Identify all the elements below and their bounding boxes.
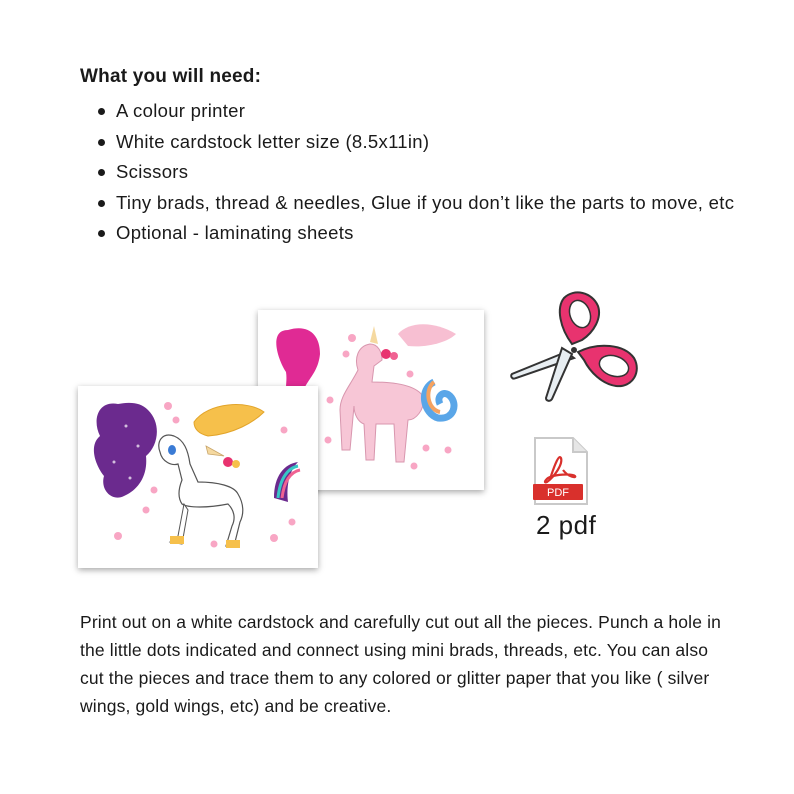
materials-heading: What you will need: — [80, 66, 262, 87]
white-unicorn-illustration — [78, 386, 318, 568]
list-item: Optional - laminating sheets — [96, 218, 736, 249]
pdf-file-icon — [533, 436, 589, 511]
scissors-icon — [506, 288, 646, 409]
instructions-paragraph: Print out on a white cardstock and carefully cut out all the pieces. Punch a hole in the little dots indicated and connect using mini brads, threads, etc. You can also cut the pieces and trace them to any colored or glitter paper that you like ( silver wings, gold wings, etc) and be creative. — [80, 612, 722, 716]
list-item: Tiny brads, thread & needles, Glue if you don’t like the parts to move, etc — [96, 188, 736, 219]
pdf-label: PDF — [547, 487, 569, 499]
pdf-count-text: 2 pdf — [536, 510, 597, 540]
list-item: Scissors — [96, 157, 736, 188]
materials-list — [96, 96, 736, 249]
white-unicorn-sheet — [78, 386, 318, 568]
list-item: White cardstock letter size (8.5x11in) — [96, 127, 736, 158]
list-item: A colour printer — [96, 96, 736, 127]
